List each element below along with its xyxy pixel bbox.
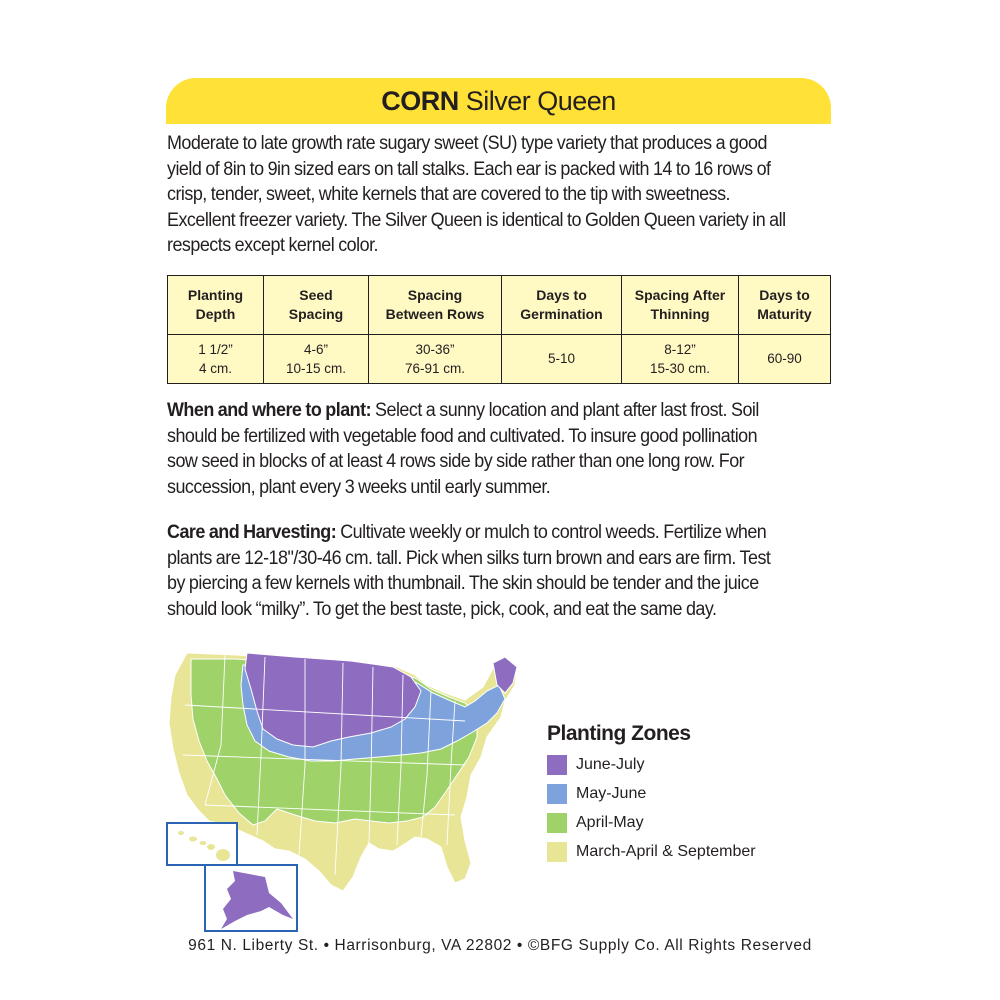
when-to-plant-label: When and where to plant: bbox=[167, 400, 372, 421]
legend-label: March-April & September bbox=[576, 842, 756, 860]
legend-title: Planting Zones bbox=[547, 722, 691, 745]
legend-label: June-July bbox=[576, 755, 645, 773]
legend-swatch-april-may bbox=[547, 813, 567, 833]
legend-swatch-may-june bbox=[547, 784, 567, 804]
header-maturity: Days to Maturity bbox=[739, 276, 831, 335]
legend-swatch-march-april bbox=[547, 842, 567, 862]
legend-item bbox=[547, 779, 756, 808]
when-to-plant-section bbox=[167, 398, 788, 500]
header-seed-spacing: Seed Spacing bbox=[264, 276, 369, 335]
page-title bbox=[381, 86, 616, 116]
planting-zones-map bbox=[165, 645, 535, 935]
header-row-spacing: Spacing Between Rows bbox=[369, 276, 502, 335]
when-to-plant-text: Select a sunny location and plant after last frost. Soil should be fertilized with vegetable food and cultivated. To insure good pollination sow seed in blocks of at least 4 rows side by side rather than one long row. For succession, plant every 3 weeks until early summer. bbox=[167, 400, 759, 498]
cell-thinning: 8-12” 15-30 cm. bbox=[622, 334, 739, 383]
cell-maturity: 60-90 bbox=[739, 334, 831, 383]
footer-address: 961 N. Liberty St. • Harrisonburg, VA 22802 • ©BFG Supply Co. All Rights Reserved bbox=[188, 937, 812, 954]
planting-zones-legend bbox=[547, 722, 756, 866]
care-harvesting-label: Care and Harvesting: bbox=[167, 522, 337, 543]
cell-germination: 5-10 bbox=[502, 334, 622, 383]
legend-item bbox=[547, 837, 756, 866]
planting-spec-table bbox=[167, 275, 831, 384]
cell-seed-spacing: 4-6” 10-15 cm. bbox=[264, 334, 369, 383]
legend-label: April-May bbox=[576, 813, 644, 831]
legend-label: May-June bbox=[576, 784, 647, 802]
care-harvesting-text: Cultivate weekly or mulch to control weeds. Fertilize when plants are 12-18"/30-46 cm. tall. Pick when silks turn brown and ears are firm. Test by piercing a few kernels with thumbnail. The skin should be tender and the juice should look “milky”. To get the best taste, pick, cook, and eat the same day. bbox=[167, 522, 771, 620]
legend-item bbox=[547, 750, 756, 779]
title-variety: Silver Queen bbox=[465, 86, 616, 116]
cell-row-spacing: 30-36” 76-91 cm. bbox=[369, 334, 502, 383]
table-row bbox=[168, 334, 831, 383]
header-planting-depth: Planting Depth bbox=[168, 276, 264, 335]
table-header-row bbox=[168, 276, 831, 335]
legend-swatch-june-july bbox=[547, 755, 567, 775]
legend-item bbox=[547, 808, 756, 837]
title-crop: CORN bbox=[381, 86, 459, 116]
header-thinning: Spacing After Thinning bbox=[622, 276, 739, 335]
description-text: Moderate to late growth rate sugary sweet (SU) type variety that produces a good yield of 8in to 9in sized ears on tall stalks. Each ear is packed with 14 to 16 rows of crisp, tender, sweet, white kernels that are covered to the tip with sweetness. Excellent freezer variety. The Silver Queen is identical to Golden Queen variety in all respects except kernel color. bbox=[167, 133, 786, 256]
care-harvesting-section bbox=[167, 520, 788, 622]
header-germination: Days to Germination bbox=[502, 276, 622, 335]
cell-planting-depth: 1 1/2” 4 cm. bbox=[168, 334, 264, 383]
title-banner bbox=[166, 78, 831, 124]
